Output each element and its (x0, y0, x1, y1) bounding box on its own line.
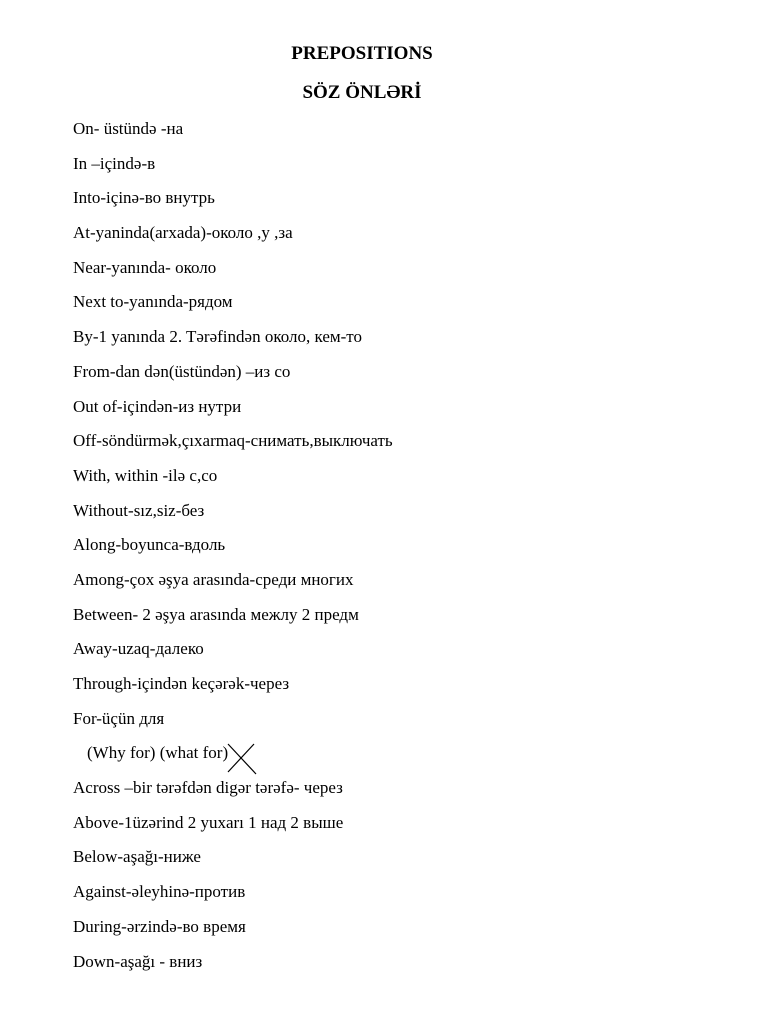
page-title: PREPOSITIONS (291, 43, 433, 64)
list-item: Along-boyunca-вдоль (73, 535, 226, 555)
list-item: Below-aşağı-ниже (73, 847, 201, 867)
list-item: Without-sız,siz-без (73, 500, 205, 520)
list-item: Against-əleyhinə-против (73, 882, 246, 902)
list-item: Away-uzaq-далеко (73, 639, 204, 659)
list-item: From-dan dən(üstündən) –из со (73, 361, 291, 381)
list-item: Near-yanında- около (73, 257, 217, 277)
cross-mark-icon (226, 742, 258, 776)
list-item: Among-çox əşya arasında-среди многих (73, 569, 354, 589)
list-item: Off-söndürmək,çıxarmaq-снимать,выключать (73, 431, 393, 451)
list-item: Through-içindən keçərək-через (73, 674, 290, 693)
list-item: Above-1üzərind 2 yuxarı 1 над 2 выше (73, 812, 344, 832)
list-item: On- üstündə -на (73, 119, 184, 138)
list-item: Next to-yanında-рядом (73, 292, 233, 312)
preposition-list (73, 118, 393, 985)
list-item: Across –bir tərəfdən digər tərəfə- через (73, 778, 343, 798)
list-item: By-1 yanında 2. Tərəfindən около, кем-то (73, 327, 362, 347)
list-item: At-yaninda(arxada)-около ,у ,за (73, 223, 293, 243)
list-item: Into-içinə-во внутрь (73, 188, 215, 208)
list-item: In –içində-в (73, 153, 156, 173)
page-subtitle: SÖZ ÖNLƏRİ (302, 82, 422, 103)
list-item: For-üçün для (73, 708, 165, 728)
list-item: During-ərzində-во время (73, 916, 246, 936)
list-item: With, within -ilə с,со (73, 465, 218, 485)
list-item: Between- 2 əşya arasında межлу 2 предм (73, 604, 359, 624)
list-item: Down-aşağı - вниз (73, 951, 203, 971)
list-item: Out of-içindən-из нутри (73, 396, 242, 416)
list-item: (Why for) (what for) (87, 743, 229, 763)
